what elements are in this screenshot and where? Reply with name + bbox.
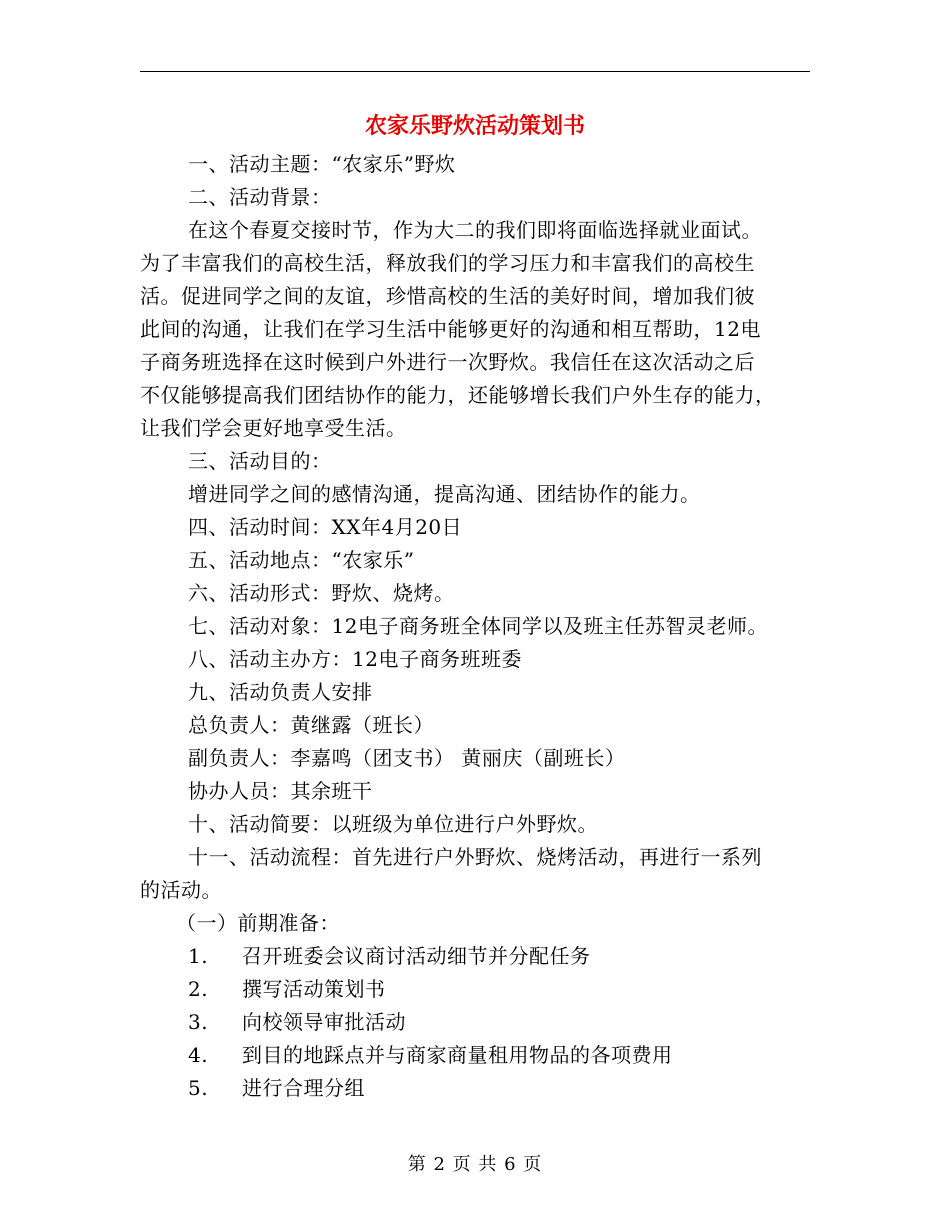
purpose-text: 增进同学之间的感情沟通，提高沟通、团结协作的能力。: [188, 482, 701, 506]
background-line: 为了丰富我们的高校生活，释放我们的学习压力和丰富我们的高校生: [140, 251, 755, 275]
document-title: 农家乐野炊活动策划书: [364, 113, 585, 139]
list-item-text: 撰写活动策划书: [242, 977, 386, 1001]
section-format: 六、活动形式：野炊、烧烤。: [188, 581, 455, 605]
section-process-continued: 的活动。: [140, 878, 222, 902]
section-responsible-heading: 九、活动负责人安排: [188, 680, 373, 704]
background-line: 此间的沟通，让我们在学习生活中能够更好的沟通和相互帮助，12电: [140, 317, 761, 341]
document-body: [140, 148, 820, 1105]
list-item-text: 到目的地踩点并与商家商量租用物品的各项费用: [242, 1043, 673, 1067]
list-item-number: 5.: [188, 1076, 209, 1100]
list-item: [140, 1006, 820, 1039]
list-item: [140, 1072, 820, 1105]
section-process: 十一、活动流程：首先进行户外野炊、烧烤活动，再进行一系列: [188, 845, 762, 869]
background-line: 让我们学会更好地享受生活。: [140, 416, 407, 440]
preparation-heading: （一）前期准备：: [176, 911, 340, 935]
list-item-text: 进行合理分组: [242, 1076, 365, 1100]
chief-responsible: 总负责人：黄继露（班长）: [188, 713, 434, 737]
section-summary: 十、活动简要：以班级为单位进行户外野炊。: [188, 812, 598, 836]
background-line: 在这个春夏交接时节，作为大二的我们即将面临选择就业面试。: [188, 218, 762, 242]
section-theme: 一、活动主题：“农家乐”野炊: [188, 152, 456, 176]
section-location: 五、活动地点：“农家乐”: [188, 548, 415, 572]
list-item-number: 2.: [188, 977, 209, 1001]
page-footer: 第 2 页 共 6 页: [407, 1154, 543, 1175]
deputy-responsible: 副负责人：李嘉鸣（团支书） 黄丽庆（副班长）: [188, 746, 626, 770]
header-rule: [140, 71, 810, 72]
list-item: [140, 1039, 820, 1072]
assistants: 协办人员：其余班干: [188, 779, 373, 803]
background-line: 子商务班选择在这时候到户外进行一次野炊。我信任在这次活动之后: [140, 350, 755, 374]
list-item-number: 4.: [188, 1043, 209, 1067]
section-purpose-heading: 三、活动目的：: [188, 449, 332, 473]
section-organizer: 八、活动主办方：12电子商务班班委: [188, 647, 522, 671]
list-item-text: 召开班委会议商讨活动细节并分配任务: [242, 944, 591, 968]
section-background-heading: 二、活动背景：: [188, 185, 332, 209]
list-item-number: 1.: [188, 944, 209, 968]
background-line: 活。促进同学之间的友谊，珍惜高校的生活的美好时间，增加我们彼: [140, 284, 755, 308]
list-item-number: 3.: [188, 1010, 209, 1034]
background-line: 不仅能够提高我们团结协作的能力，还能够增长我们户外生存的能力，: [140, 383, 776, 407]
list-item: [140, 940, 820, 973]
section-participants: 七、活动对象：12电子商务班全体同学以及班主任苏智灵老师。: [188, 614, 768, 638]
list-item: [140, 973, 820, 1006]
list-item-text: 向校领导审批活动: [242, 1010, 406, 1034]
section-time: 四、活动时间：XX年4月20日: [188, 515, 463, 539]
